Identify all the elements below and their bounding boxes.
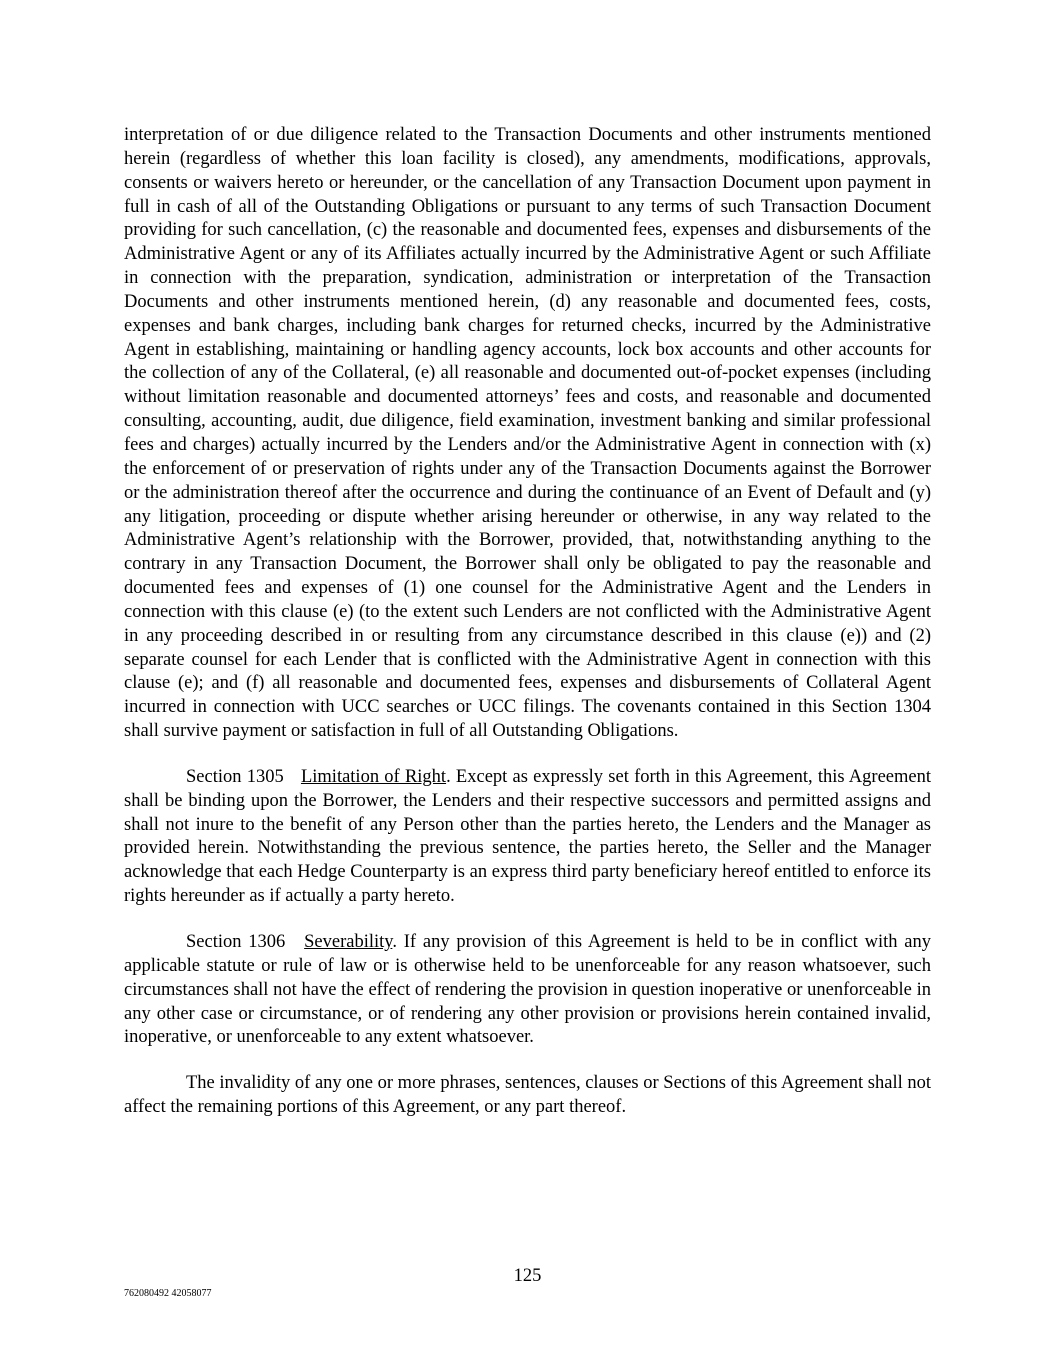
section-body: . Except as expressly set forth in this Agreement, this Agreement shall be binding upon the Borrower, the Lenders and their respective successors and permitted assigns and shall not inure to the benefit of any Person other than the parties hereto, the Lenders and the Manager as provided herein. Notwithstanding the previous sentence, the parties hereto, the Seller and the Manager acknowledge that each Hedge Counterparty is an express third party beneficiary hereof entitled to enforce its rights hereunder as if actually a party hereto. <box>124 766 931 907</box>
section-title: Limitation of Right <box>300 766 447 787</box>
document-body <box>124 124 931 1120</box>
document-id: 762080492 42058077 <box>124 1288 212 1299</box>
final-paragraph: The invalidity of any one or more phrases, sentences, clauses or Sections of this Agreement shall not affect the remaining portions of this Agreement, or any part thereof. <box>124 1073 931 1118</box>
paragraph-section-1304-continuation: interpretation of or due diligence related to the Transaction Documents and other instruments mentioned herein (regardless of whether this loan facility is closed), any amendments, modifications, approvals, consents or waivers hereto or hereunder, or the cancellation of any Transaction Document upon payment in full in cash of all of the Outstanding Obligations or pursuant to any terms of such Transaction Document providing for such cancellation, (c) the reasonable and documented fees, expenses and disbursements of the Administrative Agent or any of its Affiliates actually incurred by the Administrative Agent or such Affiliate in connection with the preparation, syndication, administration or interpretation of the Transaction Documents and other instruments mentioned herein, (d) any reasonable and documented fees, costs, expenses and bank charges, including bank charges for returned checks, incurred by the Administrative Agent in establishing, maintaining or handling agency accounts, lock box accounts and other accounts for the collection of any of the Collateral, (e) all reasonable and documented out-of-pocket expenses (including without limitation reasonable and documented attorneys’ fees and costs, and reasonable and documented consulting, accounting, audit, due diligence, field examination, investment banking and similar professional fees and charges) actually incurred by the Lenders and/or the Administrative Agent in connection with (x) the enforcement of or preservation of rights under any of the Transaction Documents against the Borrower or the administration thereof after the occurrence and during the continuance of an Event of Default and (y) any litigation, proceeding or dispute whether arising hereunder or otherwise, in any way related to the Administrative Agent’s relationship with the Borrower, provided, that, notwithstanding anything to the contrary in any Transaction Document, the Borrower shall only be obligated to pay the reasonable and documented fees and expenses of (1) one counsel for the Administrative Agent and the Lenders in connection with this clause (e) (to the extent such Lenders are not conflicted with the Administrative Agent in any proceeding described in or resulting from any circumstance described in this clause (e)) and (2) separate counsel for each Lender that is conflicted with the Administrative Agent in connection with this clause (e); and (f) all reasonable and documented fees, expenses and disbursements of Collateral Agent incurred in connection with UCC searches or UCC filings. The covenants contained in this Section 1304 shall survive payment or satisfaction in full of all Outstanding Obligations. <box>124 125 931 742</box>
page-number: 125 <box>513 1266 542 1286</box>
section-number: Section 1306 <box>186 932 286 952</box>
section-title: Severability <box>304 932 393 952</box>
section-1306-paragraph <box>124 931 931 1050</box>
section-body: . If any provision of this Agreement is held to be in conflict with any applicable statute or rule of law or is otherwise held to be unenforceable for any reason whatsoever, such circumstances shall not have the effect of rendering the provision in question inoperative or unenforceable in any other case or circumstance, or of rendering any other provision or provisions herein contained invalid, inoperative, or unenforceable to any extent whatsoever. <box>124 932 932 1048</box>
section-number: Section 1305 <box>186 766 284 787</box>
section-1305-paragraph <box>124 766 931 909</box>
